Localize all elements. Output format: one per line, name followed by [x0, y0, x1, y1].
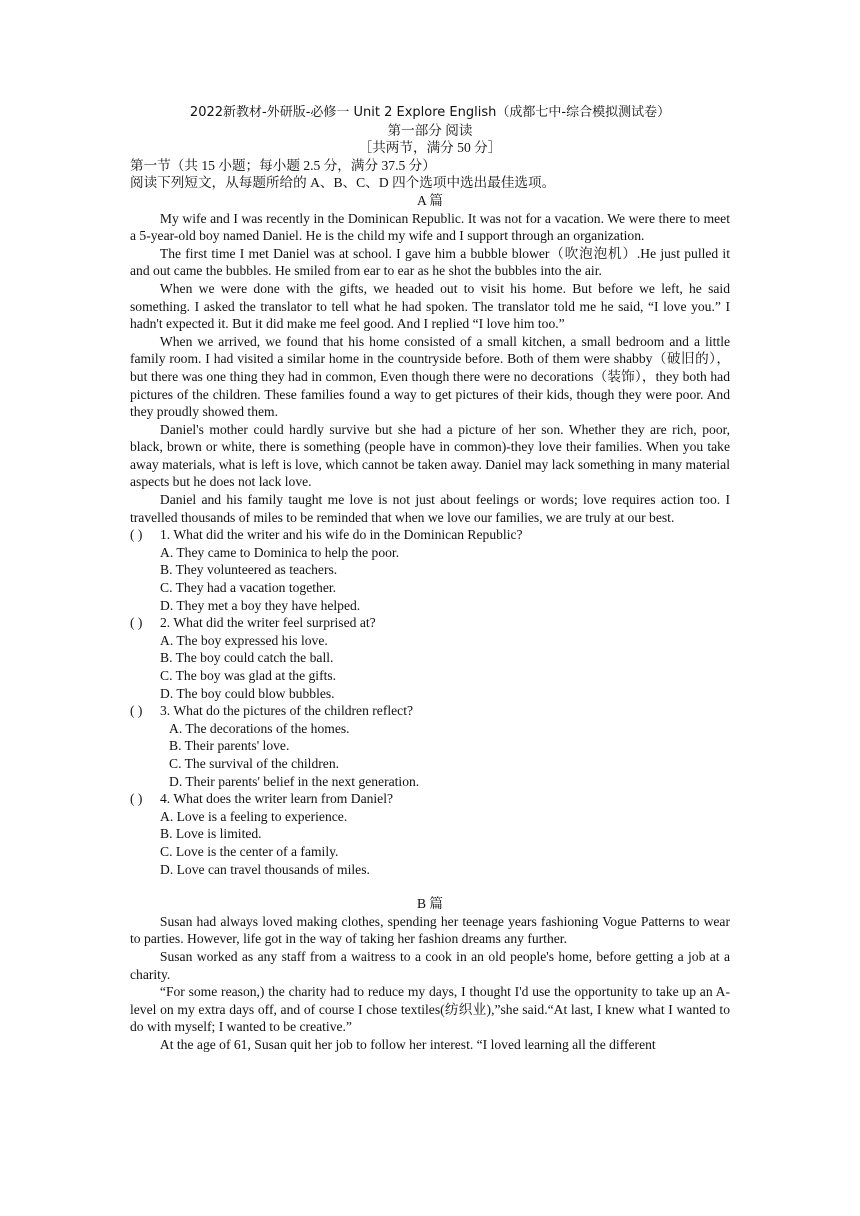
- passage-a-paragraph: Daniel and his family taught me love is not just about feelings or words; love requires action too. I travelled thousands of miles to be reminded that when we love our families, we are truly at our best.: [130, 492, 730, 525]
- part-heading: 第一部分 阅读: [387, 122, 473, 138]
- passage-b-paragraph: At the age of 61, Susan quit her job to follow her interest. “I loved learning all the different: [159, 1036, 656, 1052]
- option-c: C. Love is the center of a family.: [160, 843, 339, 859]
- answer-blank[interactable]: ( ): [130, 615, 143, 631]
- passage-a-heading: A 篇: [416, 192, 444, 208]
- passage-a-paragraph: When we arrived, we found that his home consisted of a small kitchen, a small bedroom and a little family room. I had visited a similar home in the countryside before. Both of them were shabby（破旧的）， but there was one thing they had in common, Even though there were no decorations（装饰），they both had pictures of the children. These families found a way to get pictures of their kids, though they were poor. And they proudly showed them.: [130, 333, 730, 420]
- option-b: B. Their parents' love.: [169, 738, 290, 754]
- question-stem: 4. What does the writer learn from Daniel?: [160, 791, 394, 807]
- option-d: D. Their parents' belief in the next generation.: [169, 773, 420, 789]
- option-d: D. They met a boy they have helped.: [160, 597, 361, 613]
- option-c: C. The boy was glad at the gifts.: [160, 668, 337, 683]
- question-stem: 2. What did the writer feel surprised at?: [160, 615, 376, 631]
- option-a: A. The boy expressed his love.: [160, 632, 328, 648]
- answer-blank[interactable]: ( ): [130, 527, 143, 543]
- passage-b-heading: B 篇: [416, 896, 444, 912]
- option-b: B. Love is limited.: [160, 826, 262, 842]
- passage-b-paragraph: Susan worked as any staff from a waitress to a cook in an old people's home, before getting a job at a charity.: [130, 948, 730, 982]
- option-b: B. They volunteered as teachers.: [160, 562, 338, 578]
- option-d: D. Love can travel thousands of miles.: [160, 861, 370, 877]
- section-heading: 第一节（共 15 小题；每小题 2.5 分，满分 37.5 分）: [130, 157, 436, 173]
- question-stem: 1. What did the writer and his wife do in the Dominican Republic?: [160, 527, 523, 543]
- option-a: A. They came to Dominica to help the poor.: [160, 544, 400, 560]
- question-4: [130, 790, 730, 878]
- question-stem: 3. What do the pictures of the children reflect?: [160, 703, 414, 719]
- option-b: B. The boy could catch the ball.: [160, 650, 334, 666]
- spacer: [130, 878, 730, 895]
- part-note: ［共两节，满分 50 分］: [358, 140, 502, 156]
- answer-blank[interactable]: ( ): [130, 703, 143, 719]
- question-2: [130, 614, 730, 702]
- passage-a-paragraph: My wife and I was recently in the Dominican Republic. It was not for a vacation. We were there to meet a 5-year-old boy named Daniel. He is the child my wife and I support through an organization.: [130, 210, 730, 244]
- question-3: [130, 702, 730, 790]
- passage-b-paragraph: Susan had always loved making clothes, spending her teenage years fashioning Vogue Patterns to wear to parties. However, life got in the way of taking her fashion dreams any further.: [130, 913, 730, 947]
- instruction: 阅读下列短文，从每题所给的 A、B、C、D 四个选项中选出最佳选项。: [130, 175, 556, 191]
- exam-title: 2022新教材-外研版-必修一 Unit 2 Explore English（成都七中-综合模拟测试卷）: [189, 105, 671, 120]
- option-d: D. The boy could blow bubbles.: [160, 685, 335, 701]
- option-c: C. The survival of the children.: [169, 755, 340, 771]
- passage-b-paragraph: “For some reason,) the charity had to reduce my days, I thought I'd use the opportunity to take up an A-level on my extra days off, and of course I chose textiles(纺织业),”she said.“At last, I knew what I wanted to do with myself; I wanted to be creative.”: [130, 984, 730, 1035]
- option-c: C. They had a vacation together.: [160, 580, 337, 596]
- exam-page: [130, 104, 730, 1053]
- option-a: A. Love is a feeling to experience.: [160, 808, 348, 824]
- passage-a-paragraph: Daniel's mother could hardly survive but she had a picture of her son. Whether they are rich, poor, black, brown or white, there is something (people have in common)-they love their families. When you take away materials, what is left is love, which cannot be taken away. Daniel may lack something in many material aspects but he does not lack love.: [130, 421, 730, 490]
- answer-blank[interactable]: ( ): [130, 791, 143, 807]
- passage-a-paragraph: The first time I met Daniel was at school. I gave him a bubble blower（吹泡泡机）.He just pulled it and out came the bubbles. He smiled from ear to ear as he shot the bubbles into the air.: [130, 245, 730, 279]
- passage-a-paragraph: When we were done with the gifts, we headed out to visit his home. But before we left, he said something. I asked the translator to tell what he had spoken. The translator told me he said, “I love you.” I hadn't expected it. But it did make me feel good. And I replied “I love him too.”: [130, 280, 730, 332]
- option-a: A. The decorations of the homes.: [169, 720, 350, 736]
- question-1: [130, 526, 730, 614]
